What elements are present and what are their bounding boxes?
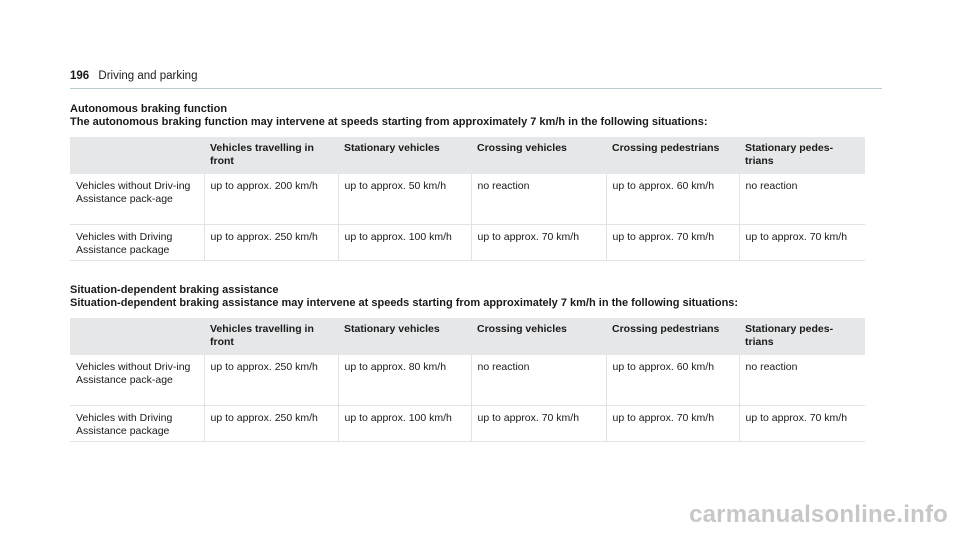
autonomous-section-heading [70, 103, 707, 129]
table-cell: up to approx. 60 km/h [606, 355, 739, 406]
page-number: 196 [70, 70, 90, 82]
table-cell: no reaction [471, 355, 606, 406]
table-header-row [70, 318, 865, 355]
column-header: Stationary pedes-trians [739, 318, 865, 355]
table-cell: Vehicles with Driving Assistance package [70, 406, 204, 442]
table-cell: up to approx. 50 km/h [338, 174, 471, 225]
table-cell: up to approx. 80 km/h [338, 355, 471, 406]
table-cell: up to approx. 100 km/h [338, 225, 471, 261]
situation-table [70, 318, 865, 442]
situation-section-heading [70, 284, 738, 310]
table-cell: no reaction [739, 355, 865, 406]
table-row [70, 225, 865, 261]
table-cell: up to approx. 250 km/h [204, 225, 338, 261]
column-header: Crossing vehicles [471, 137, 606, 174]
table-row [70, 174, 865, 225]
table-cell: up to approx. 100 km/h [338, 406, 471, 442]
column-header: Crossing pedestrians [606, 318, 739, 355]
column-header [70, 137, 204, 174]
table-cell: up to approx. 70 km/h [606, 406, 739, 442]
table-cell: no reaction [471, 174, 606, 225]
table-cell: Vehicles without Driv-ing Assistance pack-age [70, 174, 204, 225]
column-header: Vehicles travelling in front [204, 318, 338, 355]
table-cell: Vehicles without Driv-ing Assistance pack-age [70, 355, 204, 406]
watermark: carmanualsonline.info [689, 501, 948, 528]
table-cell: up to approx. 70 km/h [606, 225, 739, 261]
situation-title: Situation-dependent braking assistance [70, 284, 279, 296]
header-divider [70, 88, 882, 89]
table-row [70, 355, 865, 406]
table-cell: up to approx. 200 km/h [204, 174, 338, 225]
table-header-row [70, 137, 865, 174]
table-cell: up to approx. 250 km/h [204, 355, 338, 406]
column-header: Stationary vehicles [338, 318, 471, 355]
table-cell: up to approx. 250 km/h [204, 406, 338, 442]
table-row [70, 406, 865, 442]
column-header [70, 318, 204, 355]
column-header: Vehicles travelling in front [204, 137, 338, 174]
autonomous-title: Autonomous braking function [70, 103, 228, 115]
table-cell: no reaction [739, 174, 865, 225]
column-header: Stationary vehicles [338, 137, 471, 174]
table-cell: up to approx. 70 km/h [739, 225, 865, 261]
table-cell: up to approx. 70 km/h [471, 406, 606, 442]
table-cell: up to approx. 60 km/h [606, 174, 739, 225]
table-cell: up to approx. 70 km/h [739, 406, 865, 442]
autonomous-table [70, 137, 865, 261]
column-header: Crossing vehicles [471, 318, 606, 355]
table-cell: up to approx. 70 km/h [471, 225, 606, 261]
situation-subtitle: Situation-dependent braking assistance may intervene at speeds starting from approximately 7 km/h in the following situations: [70, 297, 739, 309]
table-cell: Vehicles with Driving Assistance package [70, 225, 204, 261]
column-header: Stationary pedes-trians [739, 137, 865, 174]
column-header: Crossing pedestrians [606, 137, 739, 174]
autonomous-subtitle: The autonomous braking function may intervene at speeds starting from approximately 7 km/h in the following situations: [70, 116, 708, 128]
page-header [70, 70, 197, 82]
section-name: Driving and parking [98, 70, 198, 82]
